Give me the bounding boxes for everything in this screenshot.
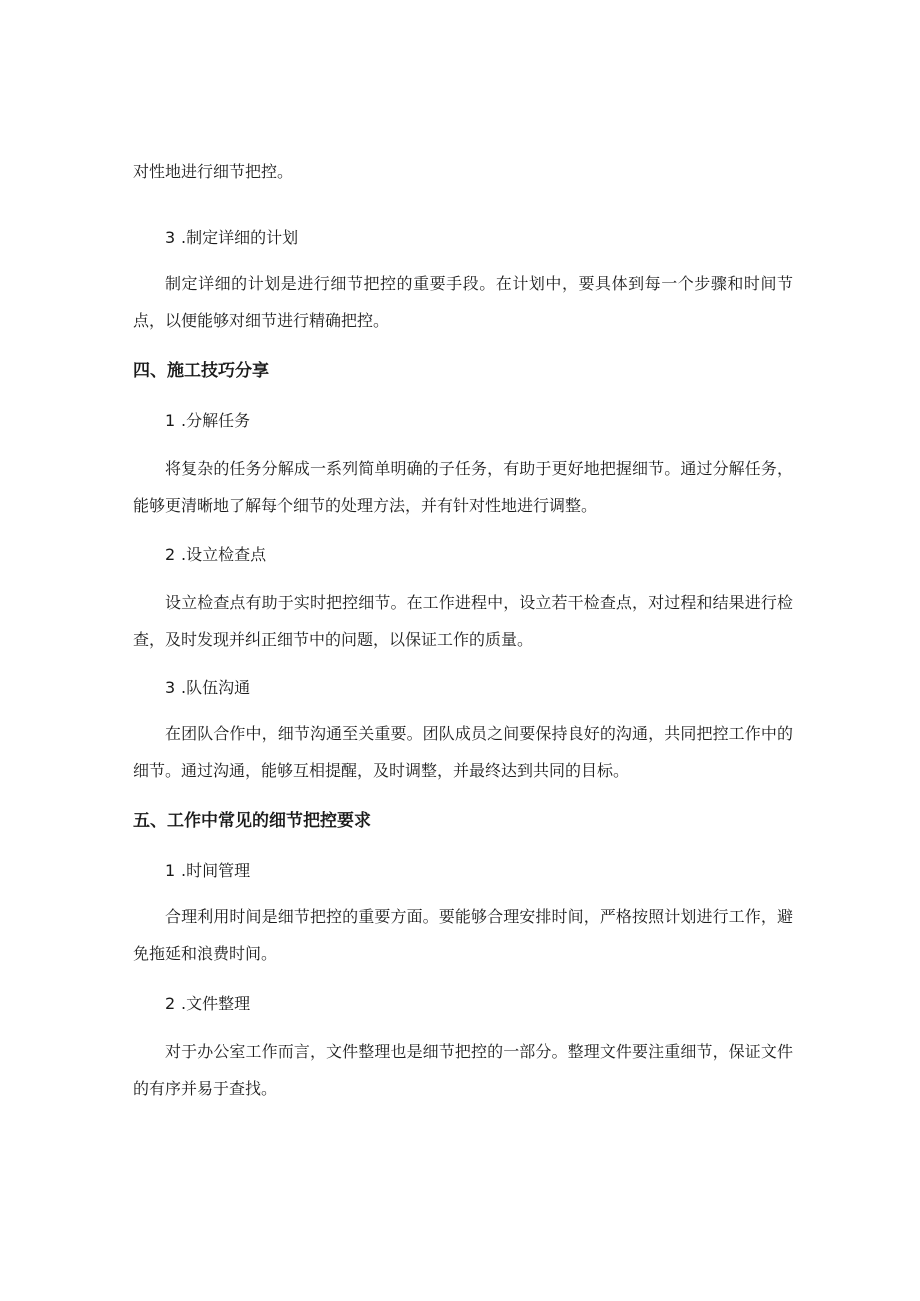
item-title: .分解任务 [181,411,251,430]
item-number: 3 [165,228,176,247]
item-number: 3 [165,678,176,697]
item-title: .时间管理 [181,861,251,880]
intro-tail-text: 对性地进行细节把控。 [133,162,294,181]
list-item-heading [165,227,298,248]
list-item-heading [165,993,250,1014]
list-item-heading [165,410,250,431]
paragraph: 制定详细的计划是进行细节把控的重要手段。在计划中，要具体到每一个步骤和时间节点，以便能够对细节进行精确把控。 [133,274,793,330]
section-heading: 四、施工技巧分享 [133,361,269,381]
paragraph: 对于办公室工作而言，文件整理也是细节把控的一部分。整理文件要注重细节，保证文件的有序并易于查找。 [133,1042,793,1098]
item-number: 2 [165,545,176,564]
paragraph: 将复杂的任务分解成一系列简单明确的子任务，有助于更好地把握细节。通过分解任务，能够更清晰地了解每个细节的处理方法，并有针对性地进行调整。 [133,459,793,515]
item-number: 1 [165,861,176,880]
item-number: 2 [165,994,176,1013]
item-title: .设立检查点 [181,545,267,564]
item-number: 1 [165,411,176,430]
list-item-heading [165,860,250,881]
paragraph: 合理利用时间是细节把控的重要方面。要能够合理安排时间，严格按照计划进行工作，避免拖延和浪费时间。 [133,907,793,963]
item-title: .文件整理 [181,994,251,1013]
paragraph: 在团队合作中，细节沟通至关重要。团队成员之间要保持良好的沟通，共同把控工作中的细节。通过沟通，能够互相提醒，及时调整，并最终达到共同的目标。 [133,724,793,780]
paragraph: 设立检查点有助于实时把控细节。在工作进程中，设立若干检查点，对过程和结果进行检查，及时发现并纠正细节中的问题，以保证工作的质量。 [133,593,793,649]
list-item-heading [165,544,266,565]
item-title: .制定详细的计划 [181,228,299,247]
item-title: .队伍沟通 [181,678,251,697]
section-heading: 五、工作中常见的细节把控要求 [133,811,371,831]
list-item-heading [165,677,250,698]
